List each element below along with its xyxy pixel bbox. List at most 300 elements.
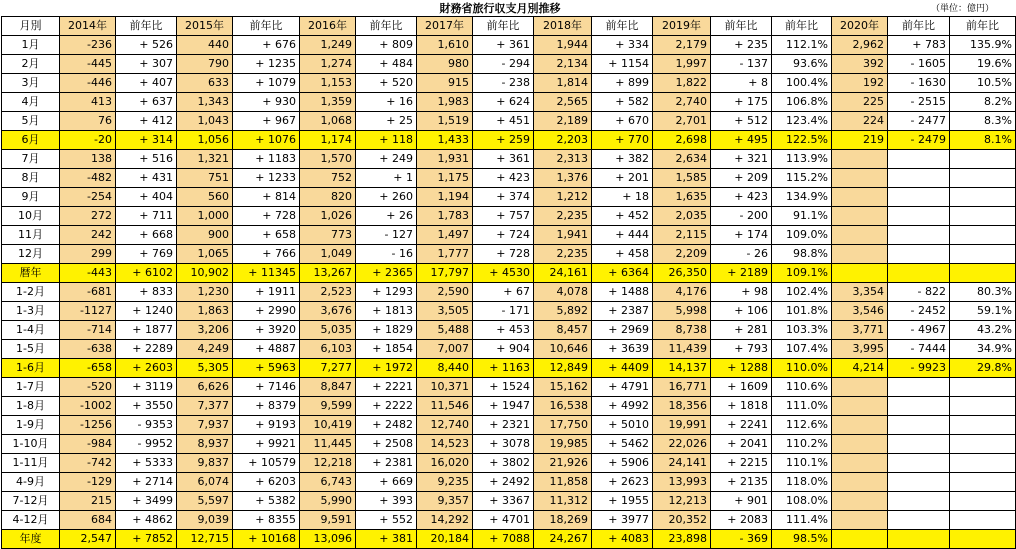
table-cell: 1,433 <box>417 131 473 150</box>
row-label: 4月 <box>2 93 60 112</box>
table-cell: 8.2% <box>950 93 1016 112</box>
table-cell: + 793 <box>711 340 772 359</box>
table-cell: + 728 <box>473 245 534 264</box>
table-row <box>2 492 1016 511</box>
table-cell <box>888 397 950 416</box>
table-cell: 1,863 <box>177 302 233 321</box>
table-cell: 1,983 <box>417 93 473 112</box>
table-cell: + 7852 <box>116 530 177 549</box>
table-cell: 93.6% <box>772 55 832 74</box>
table-cell <box>888 169 950 188</box>
table-cell: + 1235 <box>233 55 300 74</box>
table-cell: + 4409 <box>592 359 653 378</box>
table-cell <box>950 150 1016 169</box>
table-cell: 2,962 <box>832 36 888 55</box>
unit-label: （単位：億円） <box>930 4 994 14</box>
table-cell: + 1240 <box>116 302 177 321</box>
table-cell: + 452 <box>592 207 653 226</box>
table-cell: + 757 <box>473 207 534 226</box>
table-cell: + 5010 <box>592 416 653 435</box>
table-cell: + 3977 <box>592 511 653 530</box>
table-cell: 4,078 <box>534 283 592 302</box>
table-cell: 9,235 <box>417 473 473 492</box>
table-cell: 7,007 <box>417 340 473 359</box>
table-cell: 111.0% <box>772 397 832 416</box>
table-cell: + 7088 <box>473 530 534 549</box>
table-cell: -443 <box>60 264 116 283</box>
table-row <box>2 530 1016 549</box>
table-cell: 684 <box>60 511 116 530</box>
table-cell: + 281 <box>711 321 772 340</box>
table-cell: + 814 <box>233 188 300 207</box>
table-cell <box>832 511 888 530</box>
row-label: 1月 <box>2 36 60 55</box>
header-cell: 前年比 <box>888 17 950 36</box>
table-cell: + 4862 <box>116 511 177 530</box>
row-label: 1-11月 <box>2 454 60 473</box>
header-cell: 2019年 <box>653 17 711 36</box>
table-cell: 12,740 <box>417 416 473 435</box>
table-cell: 24,161 <box>534 264 592 283</box>
table-cell: 112.6% <box>772 416 832 435</box>
table-cell: + 307 <box>116 55 177 74</box>
table-cell: 22,026 <box>653 435 711 454</box>
row-label: 1-7月 <box>2 378 60 397</box>
table-cell <box>888 378 950 397</box>
table-cell: + 412 <box>116 112 177 131</box>
table-cell: + 321 <box>711 150 772 169</box>
table-cell: 14,137 <box>653 359 711 378</box>
row-label: 8月 <box>2 169 60 188</box>
table-cell: + 4083 <box>592 530 653 549</box>
table-cell: - 294 <box>473 55 534 74</box>
table-cell: + 4791 <box>592 378 653 397</box>
table-cell: + 259 <box>473 131 534 150</box>
table-row <box>2 359 1016 378</box>
table-cell: + 5382 <box>233 492 300 511</box>
table-row <box>2 321 1016 340</box>
table-cell: 3,206 <box>177 321 233 340</box>
table-cell: 21,926 <box>534 454 592 473</box>
table-cell: + 516 <box>116 150 177 169</box>
table-cell: + 209 <box>711 169 772 188</box>
table-cell: 7,377 <box>177 397 233 416</box>
table-cell: 1,610 <box>417 36 473 55</box>
table-cell: + 118 <box>356 131 417 150</box>
table-cell: + 260 <box>356 188 417 207</box>
row-label: 1-10月 <box>2 435 60 454</box>
table-cell: + 2189 <box>711 264 772 283</box>
table-cell: 76 <box>60 112 116 131</box>
table-cell: 215 <box>60 492 116 511</box>
table-cell <box>832 245 888 264</box>
row-label: 4-12月 <box>2 511 60 530</box>
table-cell: 2,235 <box>534 245 592 264</box>
table-cell: - 2477 <box>888 112 950 131</box>
header-cell: 前年比 <box>592 17 653 36</box>
table-cell: 10,419 <box>300 416 356 435</box>
table-cell <box>888 435 950 454</box>
table-cell: 4,176 <box>653 283 711 302</box>
table-cell: 138 <box>60 150 116 169</box>
header-cell: 前年比 <box>950 17 1016 36</box>
table-cell: + 495 <box>711 131 772 150</box>
table-cell: 17,797 <box>417 264 473 283</box>
table-cell: 440 <box>177 36 233 55</box>
table-cell: - 369 <box>711 530 772 549</box>
table-cell: + 1877 <box>116 321 177 340</box>
table-cell: - 2515 <box>888 93 950 112</box>
table-cell: + 2135 <box>711 473 772 492</box>
table-cell: 4,214 <box>832 359 888 378</box>
table-cell: + 235 <box>711 36 772 55</box>
table-cell: 5,998 <box>653 302 711 321</box>
table-cell <box>950 245 1016 264</box>
table-cell: + 5462 <box>592 435 653 454</box>
table-cell: 2,209 <box>653 245 711 264</box>
table-cell: 773 <box>300 226 356 245</box>
table-cell: 110.6% <box>772 378 832 397</box>
table-cell: -681 <box>60 283 116 302</box>
table-cell: 1,941 <box>534 226 592 245</box>
table-cell <box>832 473 888 492</box>
header-cell: 2020年 <box>832 17 888 36</box>
table-cell: + 783 <box>888 36 950 55</box>
table-cell: + 16 <box>356 93 417 112</box>
table-cell: - 137 <box>711 55 772 74</box>
table-cell: 16,538 <box>534 397 592 416</box>
table-cell: + 899 <box>592 74 653 93</box>
table-cell: + 637 <box>116 93 177 112</box>
row-label: 1-5月 <box>2 340 60 359</box>
table-cell: - 171 <box>473 302 534 321</box>
table-cell: + 2387 <box>592 302 653 321</box>
table-cell: 219 <box>832 131 888 150</box>
table-cell: 118.0% <box>772 473 832 492</box>
table-cell: 2,698 <box>653 131 711 150</box>
table-cell: + 2041 <box>711 435 772 454</box>
table-cell: 18,356 <box>653 397 711 416</box>
table-cell: 3,995 <box>832 340 888 359</box>
table-cell: + 361 <box>473 150 534 169</box>
table-row <box>2 454 1016 473</box>
table-cell: + 3078 <box>473 435 534 454</box>
table-cell: + 8355 <box>233 511 300 530</box>
table-cell: 5,892 <box>534 302 592 321</box>
table-cell <box>950 454 1016 473</box>
row-label: 5月 <box>2 112 60 131</box>
table-cell: + 6102 <box>116 264 177 283</box>
table-cell: + 423 <box>473 169 534 188</box>
table-cell: 20,352 <box>653 511 711 530</box>
table-cell: + 175 <box>711 93 772 112</box>
table-cell: 900 <box>177 226 233 245</box>
table-cell <box>832 150 888 169</box>
row-label: 1-3月 <box>2 302 60 321</box>
table-cell: + 901 <box>711 492 772 511</box>
table-cell: + 833 <box>116 283 177 302</box>
table-cell: + 18 <box>592 188 653 207</box>
table-cell <box>950 492 1016 511</box>
table-cell: + 8379 <box>233 397 300 416</box>
table-cell <box>888 530 950 549</box>
table-cell: -658 <box>60 359 116 378</box>
table-cell: - 822 <box>888 283 950 302</box>
table-cell: + 9193 <box>233 416 300 435</box>
table-cell: 3,771 <box>832 321 888 340</box>
table-cell: 1,359 <box>300 93 356 112</box>
row-label: 7月 <box>2 150 60 169</box>
table-cell: - 127 <box>356 226 417 245</box>
table-cell: 1,376 <box>534 169 592 188</box>
table-cell: -129 <box>60 473 116 492</box>
table-cell: + 1829 <box>356 321 417 340</box>
table-cell: + 2221 <box>356 378 417 397</box>
table-cell: 1,000 <box>177 207 233 226</box>
table-cell: + 2222 <box>356 397 417 416</box>
table-cell: 135.9% <box>950 36 1016 55</box>
table-cell: 111.4% <box>772 511 832 530</box>
table-cell: 5,305 <box>177 359 233 378</box>
header-cell: 2015年 <box>177 17 233 36</box>
table-cell: + 2623 <box>592 473 653 492</box>
table-cell: 110.1% <box>772 454 832 473</box>
table-cell: 1,175 <box>417 169 473 188</box>
table-cell: + 423 <box>711 188 772 207</box>
row-label: 7-12月 <box>2 492 60 511</box>
table-cell <box>888 207 950 226</box>
table-cell: 34.9% <box>950 340 1016 359</box>
table-cell: 1,497 <box>417 226 473 245</box>
table-cell: 115.2% <box>772 169 832 188</box>
table-cell: + 374 <box>473 188 534 207</box>
table-cell: 2,565 <box>534 93 592 112</box>
table-cell: + 98 <box>711 283 772 302</box>
table-cell <box>832 264 888 283</box>
table-cell: -445 <box>60 55 116 74</box>
table-cell: 980 <box>417 55 473 74</box>
table-cell <box>888 245 950 264</box>
table-row <box>2 302 1016 321</box>
table-cell <box>950 397 1016 416</box>
table-cell: -236 <box>60 36 116 55</box>
table-cell <box>832 207 888 226</box>
table-cell: 752 <box>300 169 356 188</box>
table-cell: 2,523 <box>300 283 356 302</box>
table-cell <box>888 226 950 245</box>
table-cell: 12,849 <box>534 359 592 378</box>
table-cell: 1,777 <box>417 245 473 264</box>
table-cell: 8,847 <box>300 378 356 397</box>
table-cell: -984 <box>60 435 116 454</box>
table-cell <box>832 169 888 188</box>
table-cell: + 361 <box>473 36 534 55</box>
table-cell: 1,814 <box>534 74 592 93</box>
table-cell <box>888 492 950 511</box>
table-cell: 2,740 <box>653 93 711 112</box>
table-cell: 1,230 <box>177 283 233 302</box>
table-cell: + 381 <box>356 530 417 549</box>
table-cell: 8,440 <box>417 359 473 378</box>
table-cell: 2,634 <box>653 150 711 169</box>
table-cell: 11,445 <box>300 435 356 454</box>
table-cell: + 393 <box>356 492 417 511</box>
table-cell <box>950 473 1016 492</box>
table-cell: 19.6% <box>950 55 1016 74</box>
table-cell: 392 <box>832 55 888 74</box>
table-row <box>2 112 1016 131</box>
row-label: 1-6月 <box>2 359 60 378</box>
header-cell: 前年比 <box>116 17 177 36</box>
table-row <box>2 169 1016 188</box>
table-cell: 2,701 <box>653 112 711 131</box>
table-cell: 107.4% <box>772 340 832 359</box>
table-cell: 1,931 <box>417 150 473 169</box>
table-cell: 2,115 <box>653 226 711 245</box>
table-cell: + 724 <box>473 226 534 245</box>
header-cell: 2016年 <box>300 17 356 36</box>
table-row <box>2 207 1016 226</box>
header-cell: 前年比 <box>711 17 772 36</box>
table-cell: + 2714 <box>116 473 177 492</box>
table-cell: + 2492 <box>473 473 534 492</box>
table-cell: 6,074 <box>177 473 233 492</box>
table-cell: 13,267 <box>300 264 356 283</box>
table-cell: 101.8% <box>772 302 832 321</box>
table-cell: 11,546 <box>417 397 473 416</box>
table-cell: 110.0% <box>772 359 832 378</box>
table-cell: + 520 <box>356 74 417 93</box>
table-cell: + 4887 <box>233 340 300 359</box>
table-cell: 17,750 <box>534 416 592 435</box>
table-cell: - 1630 <box>888 74 950 93</box>
table-cell: 80.3% <box>950 283 1016 302</box>
table-cell: + 769 <box>116 245 177 264</box>
table-cell: 11,312 <box>534 492 592 511</box>
table-cell: + 552 <box>356 511 417 530</box>
table-cell <box>950 188 1016 207</box>
table-cell: 106.8% <box>772 93 832 112</box>
table-cell: 192 <box>832 74 888 93</box>
table-cell: + 1079 <box>233 74 300 93</box>
table-cell: + 676 <box>233 36 300 55</box>
table-cell: 6,626 <box>177 378 233 397</box>
table-cell: 43.2% <box>950 321 1016 340</box>
row-label: 年度 <box>2 530 60 549</box>
table-cell: 751 <box>177 169 233 188</box>
table-row <box>2 283 1016 302</box>
table-cell: 100.4% <box>772 74 832 93</box>
table-cell: 109.1% <box>772 264 832 283</box>
table-cell: - 1605 <box>888 55 950 74</box>
table-cell <box>950 169 1016 188</box>
table-cell: 8,457 <box>534 321 592 340</box>
table-cell: - 9923 <box>888 359 950 378</box>
table-cell: + 930 <box>233 93 300 112</box>
travel-balance-table <box>1 16 1016 549</box>
table-cell: + 3802 <box>473 454 534 473</box>
table-cell: 14,292 <box>417 511 473 530</box>
table-cell: + 967 <box>233 112 300 131</box>
table-cell: + 2482 <box>356 416 417 435</box>
table-cell: + 4530 <box>473 264 534 283</box>
table-cell: 1,068 <box>300 112 356 131</box>
table-cell: + 3550 <box>116 397 177 416</box>
table-cell: 820 <box>300 188 356 207</box>
row-label: 1-8月 <box>2 397 60 416</box>
table-cell: + 10168 <box>233 530 300 549</box>
table-cell <box>888 150 950 169</box>
table-cell: 272 <box>60 207 116 226</box>
table-cell: + 4992 <box>592 397 653 416</box>
table-cell: + 314 <box>116 131 177 150</box>
table-cell: + 2365 <box>356 264 417 283</box>
table-cell: - 9353 <box>116 416 177 435</box>
table-cell: -742 <box>60 454 116 473</box>
table-cell: -446 <box>60 74 116 93</box>
table-cell: 4,249 <box>177 340 233 359</box>
table-cell: 1,343 <box>177 93 233 112</box>
table-cell: 113.9% <box>772 150 832 169</box>
table-cell: 5,990 <box>300 492 356 511</box>
table-cell: 2,134 <box>534 55 592 74</box>
table-cell: + 1163 <box>473 359 534 378</box>
table-cell: + 458 <box>592 245 653 264</box>
table-cell: 23,898 <box>653 530 711 549</box>
table-cell: 12,715 <box>177 530 233 549</box>
table-cell: 9,591 <box>300 511 356 530</box>
table-cell: 9,039 <box>177 511 233 530</box>
table-cell: 2,313 <box>534 150 592 169</box>
table-cell: + 1854 <box>356 340 417 359</box>
table-cell <box>888 264 950 283</box>
table-cell: + 1183 <box>233 150 300 169</box>
table-row <box>2 150 1016 169</box>
row-label: 3月 <box>2 74 60 93</box>
table-cell: 2,547 <box>60 530 116 549</box>
table-cell: 29.8% <box>950 359 1016 378</box>
table-cell: 3,676 <box>300 302 356 321</box>
table-cell: + 1813 <box>356 302 417 321</box>
table-cell: 1,570 <box>300 150 356 169</box>
table-cell: 14,523 <box>417 435 473 454</box>
table-cell: 91.1% <box>772 207 832 226</box>
table-cell: 1,065 <box>177 245 233 264</box>
table-cell: + 10579 <box>233 454 300 473</box>
table-cell <box>832 530 888 549</box>
table-cell: + 453 <box>473 321 534 340</box>
table-cell: + 484 <box>356 55 417 74</box>
table-cell: -482 <box>60 169 116 188</box>
table-cell: 2,035 <box>653 207 711 226</box>
table-cell: 8,937 <box>177 435 233 454</box>
table-cell <box>888 473 950 492</box>
table-cell: + 1972 <box>356 359 417 378</box>
table-cell: - 26 <box>711 245 772 264</box>
table-cell: + 2969 <box>592 321 653 340</box>
table-cell: 16,771 <box>653 378 711 397</box>
table-cell: + 770 <box>592 131 653 150</box>
table-cell: 1,153 <box>300 74 356 93</box>
table-row <box>2 416 1016 435</box>
table-cell: 1,194 <box>417 188 473 207</box>
table-cell: + 1288 <box>711 359 772 378</box>
table-cell: + 3920 <box>233 321 300 340</box>
table-cell: + 5906 <box>592 454 653 473</box>
table-cell: 1,519 <box>417 112 473 131</box>
table-cell: -520 <box>60 378 116 397</box>
table-cell: 2,590 <box>417 283 473 302</box>
